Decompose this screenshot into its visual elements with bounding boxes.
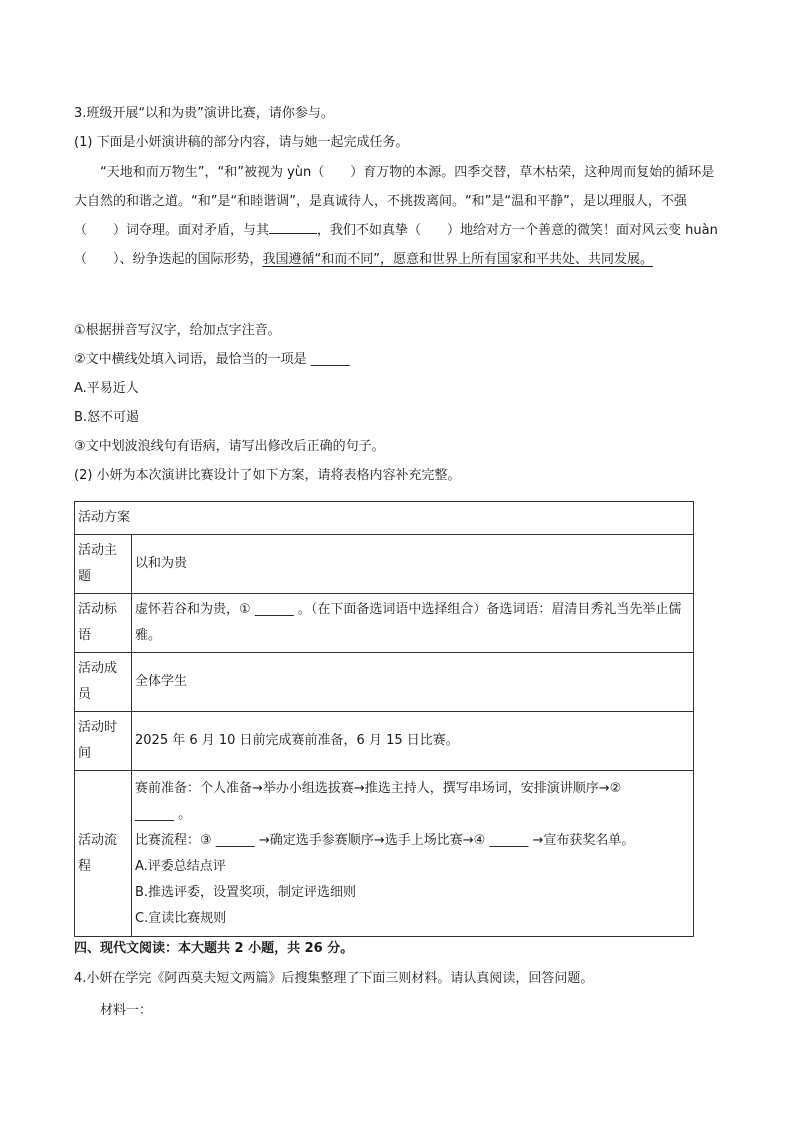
table-row xyxy=(75,712,694,771)
q3-title: 3.班级开展“以和为贵”演讲比赛，请你参与。 xyxy=(74,106,334,121)
row-label: 活动主题 xyxy=(75,535,132,594)
passage-text-2: ，我们不如真挚（ ）地给对方一个善意的微笑！面对风云变 huàn（ ）、纷争迭起的国际形势， xyxy=(74,223,718,267)
option-b: B.怒不可遏 xyxy=(74,410,140,425)
section-4-heading: 四、现代文阅读：本大题共 2 小题，共 26 分。 xyxy=(74,941,354,956)
flow-option-a: A.评委总结点评 xyxy=(135,858,226,874)
flow-option-c: C.宣读比赛规则 xyxy=(135,910,227,926)
passage-blank xyxy=(269,220,317,234)
table-header: 活动方案 xyxy=(75,502,694,535)
row-value: 以和为贵 xyxy=(132,535,694,594)
material-1-label: 材料一： xyxy=(100,1003,153,1018)
row-label: 活动标语 xyxy=(75,594,132,653)
task-1: ①根据拼音写汉字，给加点字注音。 xyxy=(74,323,281,338)
row-label: 活动成员 xyxy=(75,653,132,712)
task-3: ③文中划波浪线句有语病，请写出修改后正确的句子。 xyxy=(74,439,385,454)
flow-cell xyxy=(132,771,694,937)
passage-wavy-sentence: 我国遵循“和而不同”，愿意和世界上所有国家和平共处、共同发展。 xyxy=(262,252,653,267)
table-row xyxy=(75,535,694,594)
activity-plan-table xyxy=(74,501,694,937)
flow-prep-end: ______ 。 xyxy=(135,806,192,822)
row-label: 活动时间 xyxy=(75,712,132,771)
table-row xyxy=(75,594,694,653)
q3-part1-intro: (1) 下面是小妍演讲稿的部分内容，请与她一起完成任务。 xyxy=(74,135,409,150)
flow-match: 比赛流程：③ ______ →确定选手参赛顺序→选手上场比赛→④ ______ →宣布获奖名单。 xyxy=(135,832,635,848)
passage-text-1: “天地和而万物生”，“和”被视为 yùn（ ）育万物的本源。四季交替，草木枯荣，这种周而复始的循环是大自然的和谐之道。“和”是“和睦谐调”，是真诚待人，不挑拨离间。“和”是“温和平静”，是以理服人，不强（ ）词夺理。面对矛盾，与其 xyxy=(74,165,715,238)
table-row xyxy=(75,653,694,712)
task-2: ②文中横线处填入词语，最恰当的一项是 ______ xyxy=(74,352,350,367)
option-a: A.平易近人 xyxy=(74,381,139,396)
row-value: 2025 年 6 月 10 日前完成赛前准备，6 月 15 日比赛。 xyxy=(132,712,694,771)
row-label: 活动流程 xyxy=(75,771,132,937)
table-row xyxy=(75,502,694,535)
flow-prep: 赛前准备：个人准备→举办小组选拔赛→推选主持人，撰写串场词，安排演讲顺序→② xyxy=(135,780,622,796)
table-row xyxy=(75,771,694,937)
speech-passage xyxy=(74,158,720,274)
row-value: 虚怀若谷和为贵，① ______ 。（在下面备选词语中选择组合）备选词语：眉清目秀礼当先举止儒雅。 xyxy=(132,594,694,653)
row-value: 全体学生 xyxy=(132,653,694,712)
flow-option-b: B.推选评委，设置奖项，制定评选细则 xyxy=(135,884,357,900)
q4-intro: 4.小妍在学完《阿西莫夫短文两篇》后搜集整理了下面三则材料。请认真阅读，回答问题。 xyxy=(74,971,594,986)
q3-part2-intro: (2) 小妍为本次演讲比赛设计了如下方案，请将表格内容补充完整。 xyxy=(74,468,461,483)
